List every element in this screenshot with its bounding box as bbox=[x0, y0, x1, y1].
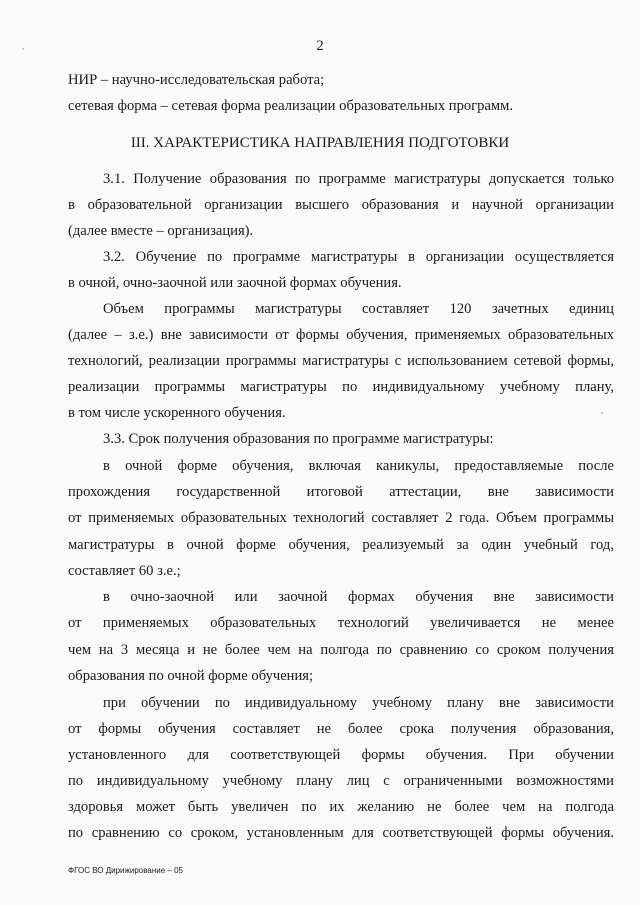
text-line: здоровья может быть увеличен по их желанию не более чем на полгода bbox=[68, 799, 614, 815]
text-line: от формы обучения составляет не более срока получения образования, bbox=[68, 721, 614, 737]
text-line: по индивидуальному учебному плану лиц с ограниченными возможностями bbox=[68, 773, 614, 789]
footer-label: ФГОС ВО Дирижирование – 05 bbox=[68, 866, 183, 875]
text-line: от применяемых образовательных технологий увеличивается не менее bbox=[68, 615, 614, 631]
text-line: магистратуры в очной форме обучения, реализуемый за один учебный год, bbox=[68, 537, 614, 553]
text-line: в очной, очно-заочной или заочной формах обучения. bbox=[68, 275, 402, 291]
scan-speck bbox=[22, 48, 24, 50]
text-line: от применяемых образовательных технологий составляет 2 года. Объем программы bbox=[68, 510, 614, 526]
text-line: прохождения государственной итоговой аттестации, вне зависимости bbox=[68, 484, 614, 500]
text-line: Объем программы магистратуры составляет 120 зачетных единиц bbox=[103, 301, 614, 317]
text-line: 3.2. Обучение по программе магистратуры в организации осуществляется bbox=[103, 249, 614, 265]
text-line: при обучении по индивидуальному учебному плану вне зависимости bbox=[103, 695, 614, 711]
text-line: технологий, реализации программы магистратуры с использованием сетевой формы, bbox=[68, 353, 614, 369]
text-line: 3.1. Получение образования по программе магистратуры допускается только bbox=[103, 171, 614, 187]
text-line: по сравнению со сроком, установленным для соответствующей формы обучения. bbox=[68, 825, 614, 841]
text-line: в очно-заочной или заочной формах обучения вне зависимости bbox=[103, 589, 614, 605]
scan-speck bbox=[601, 412, 603, 414]
text-line: составляет 60 з.е.; bbox=[68, 563, 181, 579]
text-line: (далее – з.е.) вне зависимости от формы обучения, применяемых образовательных bbox=[68, 327, 614, 343]
text-line: в образовательной организации высшего образования и научной организации bbox=[68, 197, 614, 213]
text-line: установленного для соответствующей формы обучения. При обучении bbox=[68, 747, 614, 763]
text-line: реализации программы магистратуры по индивидуальному учебному плану, bbox=[68, 379, 614, 395]
text-line: сетевая форма – сетевая форма реализации образовательных программ. bbox=[68, 98, 514, 114]
text-line: чем на 3 месяца и не более чем на полгода по сравнению со сроком получения bbox=[68, 642, 614, 658]
text-line: в том числе ускоренного обучения. bbox=[68, 405, 286, 421]
text-line: НИР – научно-исследовательская работа; bbox=[68, 72, 325, 88]
page-number: 2 bbox=[316, 38, 324, 54]
text-line: (далее вместе – организация). bbox=[68, 223, 254, 239]
text-line: 3.3. Срок получения образования по программе магистратуры: bbox=[103, 431, 494, 447]
text-line: образования по очной форме обучения; bbox=[68, 668, 314, 684]
text-line: в очной форме обучения, включая каникулы, предоставляемые после bbox=[103, 458, 614, 474]
section-heading: III. ХАРАКТЕРИСТИКА НАПРАВЛЕНИЯ ПОДГОТОВКИ bbox=[130, 135, 510, 151]
